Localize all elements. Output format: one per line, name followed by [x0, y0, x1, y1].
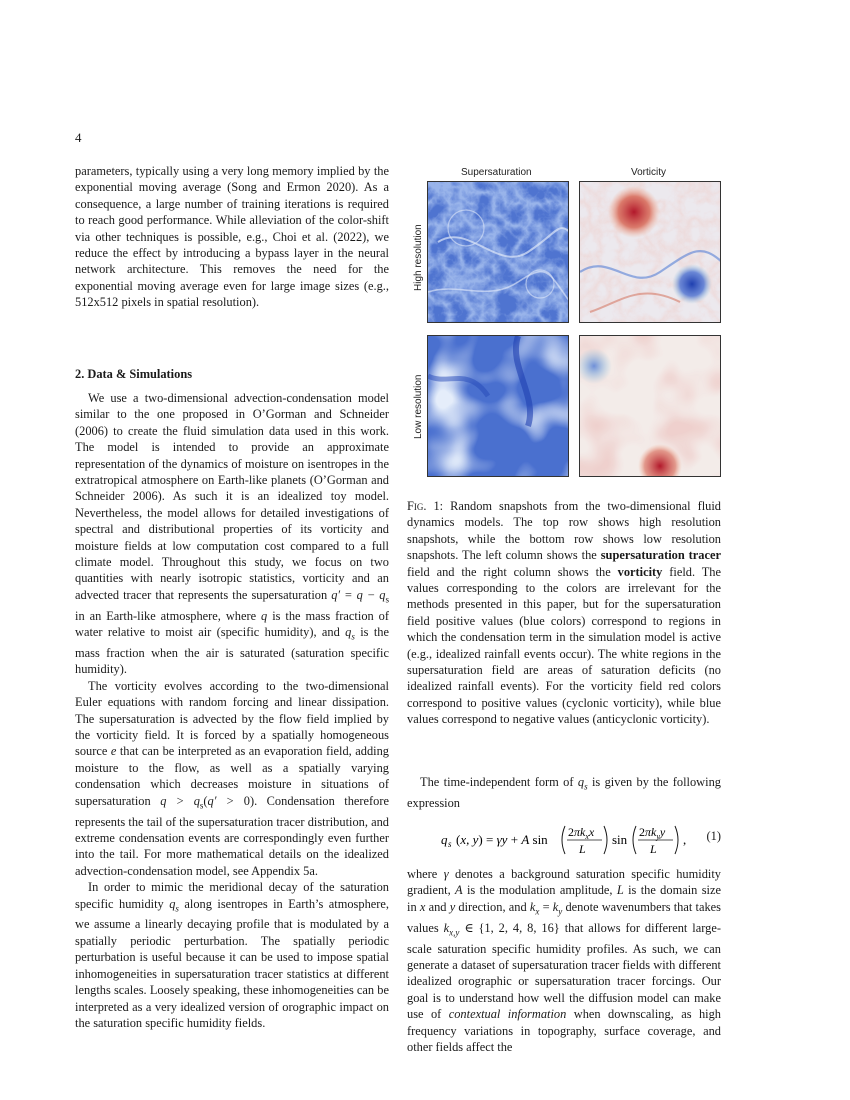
svg-text:2πkyy: $2\pi k_yy$: [639, 825, 666, 841]
svg-text:q: q: [441, 832, 448, 847]
figure-caption: Fig. 1: Random snapshots from the two-dimensional fluid dynamics models. The top row shows high resolution snapshots, while the bottom row shows low resolution snapshots. The left column shows the supersaturation tracer field and the right column shows the vorticity field. The values corresponding to the colors are irrelevant for the methods presented in this paper, but for the supersaturation field positive values (blue colors) correspond to regions in which the condensation term in the simulation model is active (e.g., idealized rainfall events occur). The white regions in the supersaturation field are areas of saturation deficits (no idealized rainfall events). For the vorticity field red colors correspond to positive values (cyclonic vorticity), while blue values correspond to negative values (anticyclonic vorticity).: [407, 499, 721, 727]
col-label-vorticity: Vorticity: [631, 167, 667, 178]
panel-lowres-supersaturation: [427, 335, 569, 477]
svg-text:sin: sin: [612, 832, 628, 847]
left-column-top: [75, 163, 389, 311]
paragraph-eq-intro: The time-independent form of $q_s$ is given by the following expression: [407, 775, 721, 810]
row-label-low-resolution: Low resolution: [413, 374, 424, 439]
page-number: 4: [75, 130, 82, 145]
panel-highres-supersaturation: [427, 181, 569, 323]
svg-text:s: s: [448, 839, 452, 849]
row-label-high-resolution: High resolution: [413, 224, 424, 291]
svg-text:L: L: [579, 842, 586, 856]
caption-label: Fig. 1:: [407, 499, 444, 513]
paragraph-after-eq: where γ denotes a background saturation specific humidity gradient, A is the modulation amplitude, L is the domain size in x and y direction, and $k_x = k_y$ denote wavenumbers that takes values $k_{x,y}$ ∈ {1, 2, 4, 8, 16} that allows for different large-scale saturation specific humidity profiles. As such, we can generate a dataset of supersaturation tracer fields with different idealized orographic or supersaturation tracer forcings. Our goal is to understand how well the diffusion model can make use of contextual information when downscaling, as high frequency variations in topography, surface coverage, and other fields affect the: [407, 867, 721, 1054]
svg-text:(x, y) = γy + A sin: (x, y) = γy + A sin: [456, 832, 548, 847]
paragraph-3: In order to mimic the meridional decay of the saturation specific humidity $q_s$ along isentropes in Earth’s atmosphere, we assume a linearly decaying profile that is modulated by a spatially periodic perturbation. The spatially periodic perturbation is useful because it can be used to impose spatial inhomogeneities in supersaturation tracer statistics at different lengths scales. Loosely speaking, these inhomogeneities can be interpreted as a very idealized version of orographic impact on the saturation specific humidity fields.: [75, 880, 389, 1030]
right-column-eq-intro: [407, 774, 721, 811]
left-column-main: [75, 366, 389, 1031]
equation-number: (1): [706, 829, 721, 843]
col-label-supersaturation: Supersaturation: [461, 167, 532, 178]
equation-1: [407, 818, 721, 858]
paragraph-1: We use a two-dimensional advection-condensation model similar to the one proposed in O’Gorman and Schneider (2006) to create the fluid simulation data used in this work. The model is intended to provide an approximate representation of the dynamics of moisture on isentropes in the extratropical atmosphere on Earth-like planets (O’Gorman and Schneider 2006). As such it is an idealized toy model. Nevertheless, the model allows for detailed investigations of spectral and distributional properties of its vorticity and moisture fields at low computation cost compared to a full climate model. Throughout this study, we focus on two quantities with nearly isotropic statistics, vorticity and an advected tracer that represents the supersaturation $q' = q - q_s$ in an Earth-like atmosphere, where q is the mass fraction of water relative to moist air (specific humidity), and $q_s$ is the mass fraction when the air is saturated (saturation specific humidity).: [75, 391, 389, 677]
figure-1: [407, 165, 723, 485]
panel-highres-vorticity: [579, 181, 721, 323]
svg-text:,: ,: [683, 832, 687, 847]
panel-lowres-vorticity: [579, 335, 721, 477]
svg-text:L: L: [650, 842, 657, 856]
svg-text:2πkxx: $2\pi k_xx$: [568, 825, 595, 841]
paragraph-2: The vorticity evolves according to the two-dimensional Euler equations with random forcing and linear dissipation. The supersaturation is advected by the flow field implied by the vorticity field. It is forced by a spatially homogeneous source e that can be interpreted as an evaporation field, adding moisture to the flow, as well as a spatially varying condensation which decreases moisture in situations of supersaturation $q > q_s(q' > 0)$. Condensation therefore represents the tail of the supersaturation tracer distribution, and extreme condensation events are correspondingly even further into the tail. For more mathematical details on the idealized advection-condensation model, see Appendix 5a.: [75, 678, 389, 878]
right-column-after-eq: [407, 866, 721, 1055]
section-title: 2. Data & Simulations: [75, 367, 193, 381]
paragraph-top: parameters, typically using a very long memory implied by the exponential moving average (Song and Ermon 2020). As a consequence, a large number of training iterations is required to reach good performance. While alleviation of the color-shift via other techniques is possible, e.g., Choi et al. (2022), we reduce the effect by introducing a bypass layer in the neural network architecture. This removes the need for the exponential moving average even for large image sizes (e.g., 512x512 pixels in spatial resolution).: [75, 164, 389, 310]
